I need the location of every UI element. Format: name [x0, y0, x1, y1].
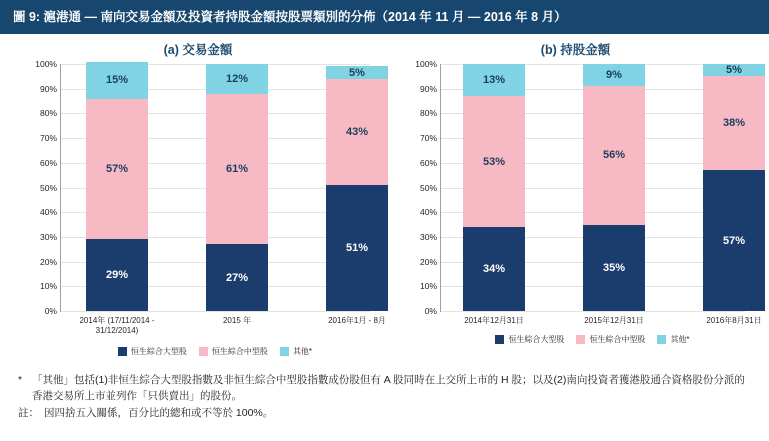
legend-swatch	[576, 335, 585, 344]
legend-item[interactable]	[657, 334, 689, 345]
chart-b-title: (b) 持股金額	[540, 43, 611, 57]
y-axis-tick: 30%	[419, 231, 437, 242]
bar-segment[interactable]: 34%	[463, 227, 525, 311]
table-row[interactable]	[463, 64, 525, 325]
legend-swatch	[495, 335, 504, 344]
bar-segment[interactable]: 12%	[206, 64, 268, 94]
chart-panel-b	[398, 40, 762, 345]
footnote-1-mark: *	[18, 374, 23, 386]
legend-item[interactable]	[576, 334, 645, 345]
y-axis-tick: 90%	[419, 83, 437, 94]
bar-segment[interactable]: 38%	[703, 76, 765, 170]
y-axis-tick: 20%	[39, 256, 57, 267]
footnote-1	[18, 372, 753, 405]
chart-a-title: (a) 交易金額	[163, 43, 233, 57]
x-axis-label: 2014年12月31日	[464, 316, 524, 325]
legend-label: 其他*	[670, 335, 690, 344]
chart-legend	[60, 346, 370, 357]
legend-label: 其他*	[292, 347, 313, 356]
bar-segment[interactable]: 9%	[583, 64, 645, 86]
x-axis-label: 2014年 (17/11/2014 - 31/12/2014)	[79, 316, 155, 335]
y-axis-tick: 40%	[419, 207, 437, 218]
y-axis-tick: 80%	[419, 108, 437, 119]
bar-segment[interactable]: 13%	[463, 64, 525, 96]
bar-segment[interactable]: 57%	[86, 99, 148, 240]
bar-segment[interactable]: 29%	[86, 239, 148, 311]
bar-segment[interactable]: 5%	[703, 64, 765, 76]
x-axis-label: 2015年12月31日	[584, 316, 644, 325]
y-axis-tick: 30%	[39, 231, 57, 242]
chart-legend	[440, 334, 745, 345]
figure-title-bar	[0, 0, 769, 34]
legend-swatch	[118, 347, 127, 356]
chart-a-plot-area	[35, 59, 386, 335]
legend-item[interactable]	[495, 334, 564, 345]
y-axis-tick: 0%	[424, 306, 437, 316]
y-axis-tick: 60%	[39, 157, 57, 168]
legend-item[interactable]	[118, 346, 187, 357]
table-row[interactable]	[703, 64, 765, 325]
bar-segment[interactable]: 27%	[206, 244, 268, 311]
legend-label: 恒生綜合中型股	[211, 347, 268, 356]
bar-segment[interactable]: 53%	[463, 96, 525, 227]
table-row[interactable]	[583, 64, 645, 325]
y-axis-tick: 70%	[419, 133, 437, 144]
gridline	[61, 311, 370, 312]
footnote-2-text: 因四捨五入關係，百分比的總和或不等於 100%。	[44, 406, 274, 419]
y-axis-tick: 20%	[419, 256, 437, 267]
bar-segment[interactable]: 61%	[206, 94, 268, 245]
table-row[interactable]	[206, 64, 268, 325]
legend-item[interactable]	[280, 346, 312, 357]
x-axis-label: 2015 年	[222, 316, 252, 325]
footnote-1-text: 「其他」包括(1)非恒生綜合大型股指數及非恒生綜合中型股指數成份股但有 A 股同時在上交所上市的 H 股；以及(2)南向投資者獲港股通合資格股份分派的香港交易所上市並列作「只供賣出」的股份。	[32, 374, 745, 403]
bar-segment[interactable]: 57%	[703, 170, 765, 311]
legend-label: 恒生綜合大型股	[508, 335, 565, 344]
y-axis-tick: 10%	[419, 281, 437, 292]
y-axis-tick: 100%	[415, 59, 437, 69]
footnote-2	[18, 405, 753, 421]
bar-segment[interactable]: 15%	[86, 62, 148, 99]
x-axis-label: 2016年8月31日	[706, 316, 762, 325]
table-row[interactable]	[79, 64, 155, 335]
y-axis-tick: 60%	[419, 157, 437, 168]
bar-segment[interactable]: 56%	[583, 86, 645, 224]
y-axis-tick: 40%	[39, 207, 57, 218]
y-axis-tick: 70%	[39, 133, 57, 144]
bar-segment[interactable]: 51%	[326, 185, 388, 311]
bar-segment[interactable]: 35%	[583, 225, 645, 311]
legend-label: 恒生綜合中型股	[589, 335, 646, 344]
chart-panel-a	[18, 40, 386, 357]
y-axis-tick: 100%	[35, 59, 57, 69]
y-axis-tick: 0%	[44, 306, 57, 316]
y-axis-tick: 90%	[39, 83, 57, 94]
gridline	[441, 311, 745, 312]
table-row[interactable]	[326, 64, 388, 325]
y-axis-tick: 10%	[39, 281, 57, 292]
legend-swatch	[657, 335, 666, 344]
chart-b-plot-area	[415, 59, 762, 325]
x-axis-label: 2016年1月 - 8月	[328, 316, 386, 325]
legend-item[interactable]	[199, 346, 268, 357]
y-axis-tick: 50%	[419, 182, 437, 193]
legend-label: 恒生綜合大型股	[130, 347, 187, 356]
y-axis-tick: 80%	[39, 108, 57, 119]
footnotes	[18, 372, 753, 421]
legend-swatch	[199, 347, 208, 356]
bar-segment[interactable]: 43%	[326, 79, 388, 185]
page-title: 圖 9: 滬港通 — 南向交易金額及投資者持股金額按股票類別的分佈（2014 年 11 月 — 2016 年 8 月）	[13, 9, 567, 24]
footnote-2-mark: 註：	[18, 406, 39, 419]
y-axis-tick: 50%	[39, 182, 57, 193]
bar-segment[interactable]: 5%	[326, 66, 388, 78]
legend-swatch	[280, 347, 289, 356]
